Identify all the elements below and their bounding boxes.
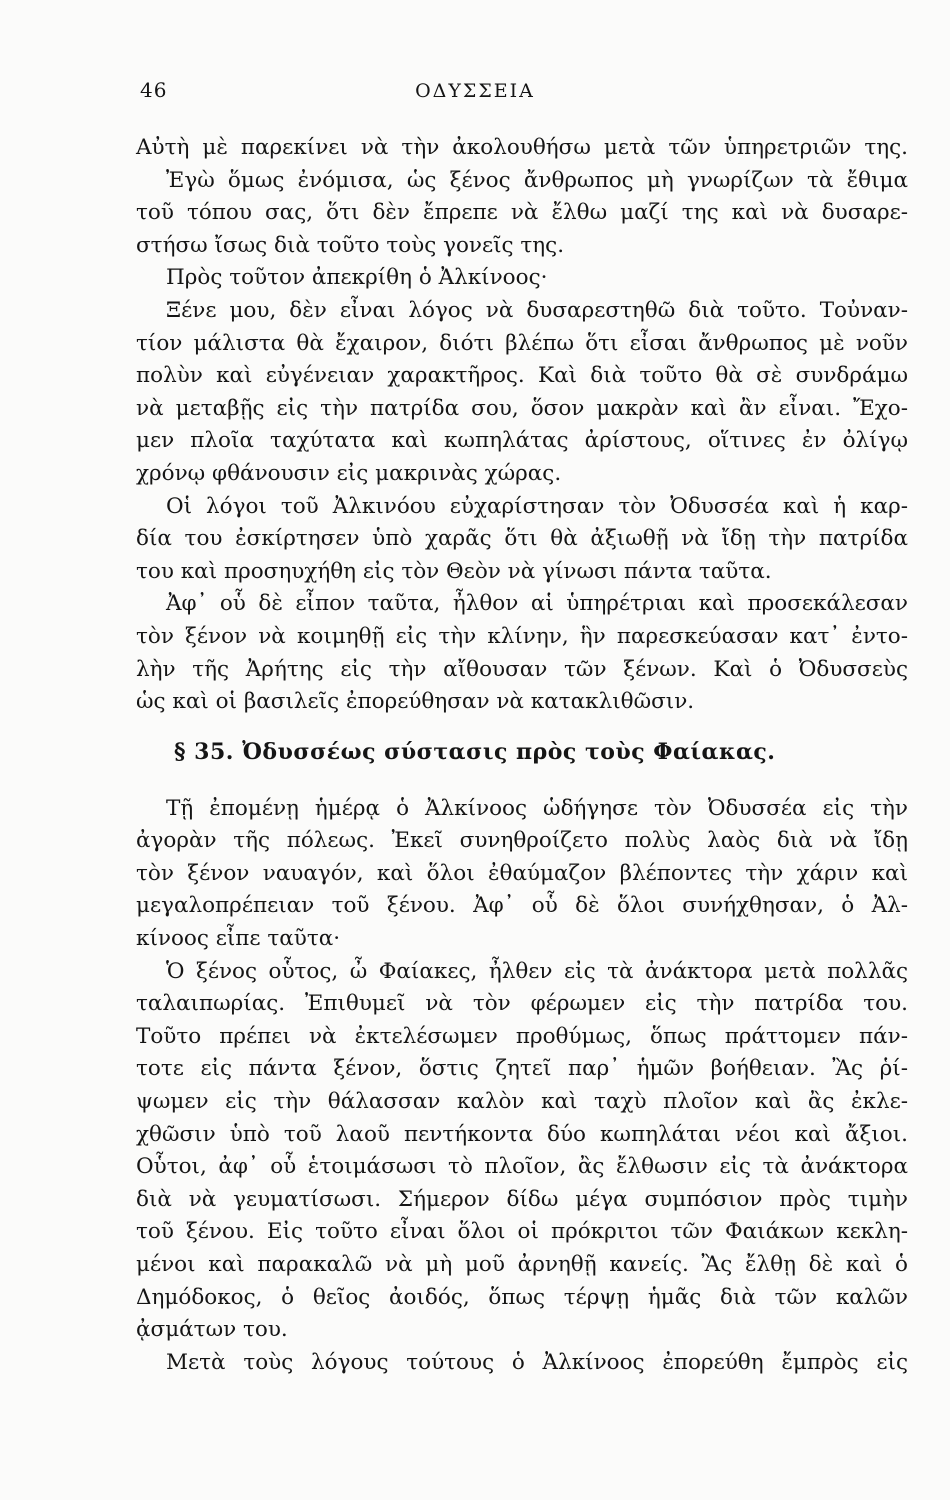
text-line: κίνοος εἶπε ταῦτα· [136,926,341,952]
text-line: χρόνῳ φθάνουσιν εἰς μακρινὰς χώρας. [136,460,562,486]
text-line: τίον μάλιστα θὰ ἔχαιρον, διότι βλέπω ὅτι εἶσαι ἄνθρωπος μὲ νοῦν [136,330,908,356]
text-line: Οὗτοι, ἀφ᾽ οὗ ἑτοιμάσωσι τὸ πλοῖον, ἂς ἔλθωσιν εἰς τὰ ἀνάκτορα [136,1154,908,1180]
text-line: Τοῦτο πρέπει νὰ ἐκτελέσωμεν προθύμως, ὅπως πράττομεν πάν- [136,1023,908,1049]
text-line: Πρὸς τοῦτον ἀπεκρίθη ὁ Ἀλκίνοος· [166,265,548,291]
page-header [0,78,950,108]
text-line: Οἱ λόγοι τοῦ Ἀλκινόου εὐχαρίστησαν τὸν Ὀδυσσέα καὶ ἡ καρ- [166,493,908,519]
text-line: πολὺν καὶ εὐγένειαν χαρακτῆρος. Καὶ διὰ τοῦτο θὰ σὲ συνδράμω [136,363,908,389]
text-line: Ὁ ξένος οὗτος, ὦ Φαίακες, ἦλθεν εἰς τὰ ἀνάκτορα μετὰ πολλᾶς [166,958,908,984]
page-number: 46 [140,78,168,102]
text-line: μεν πλοῖα ταχύτατα καὶ κωπηλάτας ἀρίστους, οἵτινες ἐν ὀλίγῳ [136,428,908,454]
text-line: χθῶσιν ὑπὸ τοῦ λαοῦ πεντήκοντα δύο κωπηλάται νέοι καὶ ἄξιοι. [136,1121,908,1147]
text-line: τὸν ξένον ναυαγόν, καὶ ὅλοι ἐθαύμαζον βλέποντες τὴν χάριν καὶ [136,860,908,886]
text-line: δία του ἐσκίρτησεν ὑπὸ χαρᾶς ὅτι θὰ ἀξιωθῇ νὰ ἴδῃ τὴν πατρίδα [136,526,908,552]
paragraph-block-a [136,132,908,719]
text-line: ὡς καὶ οἱ βασιλεῖς ἐπορεύθησαν νὰ κατακλιθῶσιν. [136,689,695,715]
text-line: μεγαλοπρέπειαν τοῦ ξένου. Ἀφ᾽ οὗ δὲ ὅλοι συνήχθησαν, ὁ Ἀλ- [136,893,908,919]
text-line: ἀγορὰν τῆς πόλεως. Ἐκεῖ συνηθροίζετο πολὺς λαὸς διὰ νὰ ἴδῃ [136,828,908,854]
text-line: τὸν ξένον νὰ κοιμηθῇ εἰς τὴν κλίνην, ἣν παρεσκεύασαν κατ᾽ ἐντο- [136,623,908,649]
text-line: Ἐγὼ ὅμως ἐνόμισα, ὡς ξένος ἄνθρωπος μὴ γνωρίζων τὰ ἔθιμα [166,167,908,193]
text-line: μένοι καὶ παρακαλῶ νὰ μὴ μοῦ ἀρνηθῇ κανείς. Ἂς ἔλθῃ δὲ καὶ ὁ [136,1252,908,1277]
text-line: τοῦ ξένου. Εἰς τοῦτο εἶναι ὅλοι οἱ πρόκριτοι τῶν Φαιάκων κεκλη- [136,1219,908,1245]
text-line: στήσω ἴσως διὰ τοῦτο τοὺς γονεῖς της. [136,232,565,258]
text-line: Τῇ ἐπομένῃ ἡμέρᾳ ὁ Ἀλκίνοος ὡδήγησε τὸν Ὀδυσσέα εἰς τὴν [166,795,908,821]
text-line: λὴν τῆς Ἀρήτης εἰς τὴν αἴθουσαν τῶν ξένων. Καὶ ὁ Ὀδυσσεὺς [136,656,908,682]
text-line: ταλαιπωρίας. Ἐπιθυμεῖ νὰ τὸν φέρωμεν εἰς τὴν πατρίδα του. [136,991,908,1017]
text-line: ψωμεν εἰς τὴν θάλασσαν καλὸν καὶ ταχὺ πλοῖον καὶ ἂς ἐκλε- [136,1089,908,1115]
text-line: τοῦ τόπου σας, ὅτι δὲν ἔπρεπε νὰ ἔλθω μαζί της καὶ νὰ δυσαρε- [136,200,908,226]
section-heading: § 35. Ὀδυσσέως σύστασις πρὸς τοὺς Φαίακας. [174,738,776,765]
text-line: Δημόδοκος, ὁ θεῖος ἀοιδός, ὅπως τέρψῃ ἡμᾶς διὰ τῶν καλῶν [136,1284,908,1310]
text-line: του καὶ προσηυχήθη εἰς τὸν Θεὸν νὰ γίνωσι πάντα ταῦτα. [136,558,772,584]
running-title: ΟΔΥΣΣΕΙΑ [415,80,535,102]
text-line: τοτε εἰς πάντα ξένον, ὅστις ζητεῖ παρ᾽ ἡμῶν βοήθειαν. Ἂς ῥί- [136,1056,908,1082]
text-line: Αὐτὴ μὲ παρεκίνει νὰ τὴν ἀκολουθήσω μετὰ τῶν ὑπηρετριῶν της. [136,135,908,160]
text-line: ᾀσμάτων του. [136,1317,288,1343]
text-line: Ἀφ᾽ οὗ δὲ εἶπον ταῦτα, ἦλθον αἱ ὑπηρέτριαι καὶ προσεκάλεσαν [166,591,908,617]
text-line: νὰ μεταβῇς εἰς τὴν πατρίδα σου, ὅσον μακρὰν καὶ ἂν εἶναι. Ἔχο- [136,395,908,421]
text-line: Ξένε μου, δὲν εἶναι λόγος νὰ δυσαρεστηθῶ διὰ τοῦτο. Τοὐναν- [166,297,908,323]
text-line: Μετὰ τοὺς λόγους τούτους ὁ Ἀλκίνοος ἐπορεύθη ἔμπρὸς εἰς [166,1349,908,1375]
section-heading-block [136,719,908,793]
text-line: διὰ νὰ γευματίσωσι. Σήμερον δίδω μέγα συμπόσιον πρὸς τιμὴν [136,1186,908,1212]
body-text [136,132,908,1379]
paragraph-block-b [136,793,908,1380]
